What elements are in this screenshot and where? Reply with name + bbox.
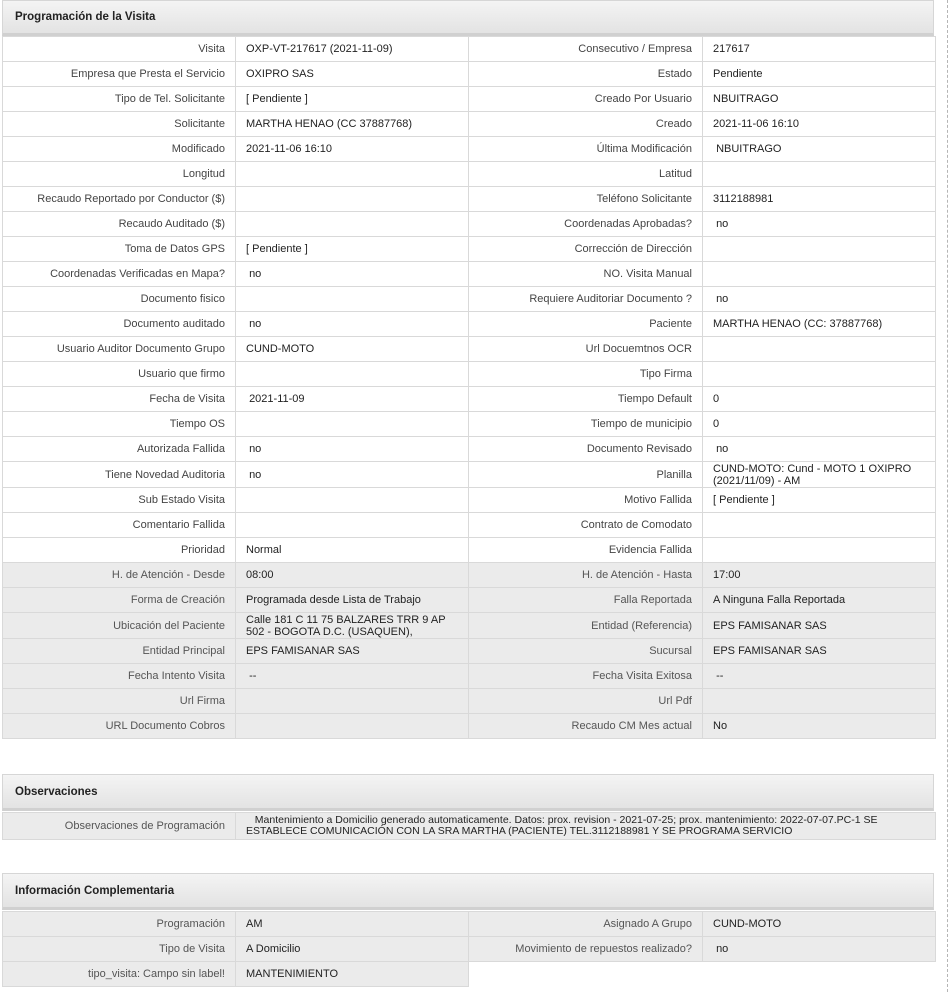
field-label: Coordenadas Verificadas en Mapa?: [3, 262, 236, 287]
field-value: [236, 412, 469, 437]
field-label: Modificado: [3, 137, 236, 162]
field-value: no: [703, 437, 936, 462]
table-row: [3, 137, 936, 162]
field-value: no: [236, 437, 469, 462]
empty-cell: [469, 962, 703, 987]
field-label: Usuario que firmo: [3, 362, 236, 387]
field-label: Toma de Datos GPS: [3, 237, 236, 262]
field-value: [703, 513, 936, 538]
field-value: CUND-MOTO: [236, 337, 469, 362]
field-label: Autorizada Fallida: [3, 437, 236, 462]
field-value: OXP-VT-217617 (2021-11-09): [236, 37, 469, 62]
table-row: [3, 412, 936, 437]
field-label: Recaudo CM Mes actual: [469, 714, 703, 739]
section-title: Programación de la Visita: [15, 11, 156, 23]
field-label: Longitud: [3, 162, 236, 187]
table-row: [3, 37, 936, 62]
field-label: Evidencia Fallida: [469, 538, 703, 563]
field-label: Prioridad: [3, 538, 236, 563]
table-row: [3, 613, 936, 639]
field-label: tipo_visita: Campo sin label!: [3, 962, 236, 987]
field-value: [236, 162, 469, 187]
field-label: URL Documento Cobros: [3, 714, 236, 739]
field-value: EPS FAMISANAR SAS: [236, 639, 469, 664]
field-label: Sub Estado Visita: [3, 488, 236, 513]
table-row: [3, 513, 936, 538]
field-value: [ Pendiente ]: [236, 237, 469, 262]
field-label: Url Firma: [3, 689, 236, 714]
table-row: [3, 912, 936, 937]
field-label: Corrección de Dirección: [469, 237, 703, 262]
field-value: [236, 513, 469, 538]
field-label: Falla Reportada: [469, 588, 703, 613]
table-row: [3, 287, 936, 312]
table-row: [3, 538, 936, 563]
field-label: Recaudo Reportado por Conductor ($): [3, 187, 236, 212]
field-value: Pendiente: [703, 62, 936, 87]
table-row: [3, 62, 936, 87]
field-label: Tiempo de municipio: [469, 412, 703, 437]
field-value: [236, 212, 469, 237]
field-label: Documento auditado: [3, 312, 236, 337]
section-header-observaciones: [2, 774, 934, 811]
table-row: [3, 87, 936, 112]
section-header-programacion: [2, 0, 934, 36]
field-label: Coordenadas Aprobadas?: [469, 212, 703, 237]
field-value: [236, 287, 469, 312]
field-value: 2021-11-09: [236, 387, 469, 412]
field-value: [703, 538, 936, 563]
field-label: Forma de Creación: [3, 588, 236, 613]
field-value: 17:00: [703, 563, 936, 588]
section-header-complementaria: [2, 873, 934, 910]
field-label: Tiempo OS: [3, 412, 236, 437]
field-value: EPS FAMISANAR SAS: [703, 639, 936, 664]
field-value: 08:00: [236, 563, 469, 588]
field-value: [ Pendiente ]: [703, 488, 936, 513]
field-value: 217617: [703, 37, 936, 62]
field-value: Mantenimiento a Domicilio generado automaticamente. Datos: prox. revision - 2021-07-25; prox. mantenimiento: 2022-07-07.PC-1 SE ESTABLECE COMUNICACIÓN CON LA SRA MARTHA (PACIENTE) TEL.3112188981 Y SE PROGRAMA SERVICIO: [236, 813, 936, 840]
field-label: Asignado A Grupo: [469, 912, 703, 937]
field-label: Tipo de Tel. Solicitante: [3, 87, 236, 112]
field-label: NO. Visita Manual: [469, 262, 703, 287]
field-value: [703, 689, 936, 714]
field-value: CUND-MOTO: [703, 912, 936, 937]
section-title: Observaciones: [15, 785, 98, 798]
field-value: Calle 181 C 11 75 BALZARES TRR 9 AP 502 - BOGOTA D.C. (USAQUEN),: [236, 613, 469, 639]
field-label: Sucursal: [469, 639, 703, 664]
field-value: [703, 162, 936, 187]
field-value: no: [703, 212, 936, 237]
field-value: MARTHA HENAO (CC: 37887768): [703, 312, 936, 337]
table-row: [3, 387, 936, 412]
field-label: Empresa que Presta el Servicio: [3, 62, 236, 87]
field-label: Consecutivo / Empresa: [469, 37, 703, 62]
field-label: Creado: [469, 112, 703, 137]
field-value: [ Pendiente ]: [236, 87, 469, 112]
table-row: [3, 962, 936, 987]
table-row: [3, 664, 936, 689]
field-value: MANTENIMIENTO: [236, 962, 469, 987]
table-row: [3, 212, 936, 237]
field-value: AM: [236, 912, 469, 937]
field-value: 2021-11-06 16:10: [703, 112, 936, 137]
field-value: [703, 337, 936, 362]
table-row: [3, 337, 936, 362]
field-value: [703, 237, 936, 262]
field-label: Creado Por Usuario: [469, 87, 703, 112]
empty-cell: [703, 962, 936, 987]
table-row: [3, 237, 936, 262]
field-label: Programación: [3, 912, 236, 937]
field-label: Tipo de Visita: [3, 937, 236, 962]
field-label: Requiere Auditoriar Documento ?: [469, 287, 703, 312]
field-value: Normal: [236, 538, 469, 563]
field-value: [236, 689, 469, 714]
field-value: A Ninguna Falla Reportada: [703, 588, 936, 613]
field-value: [236, 187, 469, 212]
field-label: Fecha Intento Visita: [3, 664, 236, 689]
field-label: Planilla: [469, 462, 703, 488]
field-value: 2021-11-06 16:10: [236, 137, 469, 162]
field-label: Fecha de Visita: [3, 387, 236, 412]
field-label: Entidad Principal: [3, 639, 236, 664]
field-value: no: [236, 312, 469, 337]
field-label: Fecha Visita Exitosa: [469, 664, 703, 689]
table-row: [3, 187, 936, 212]
field-label: Teléfono Solicitante: [469, 187, 703, 212]
field-value: 0: [703, 412, 936, 437]
field-value: 3112188981: [703, 187, 936, 212]
field-label: Documento fisico: [3, 287, 236, 312]
table-row: [3, 937, 936, 962]
table-row: [3, 588, 936, 613]
field-value: [703, 362, 936, 387]
table-row: [3, 312, 936, 337]
field-label: H. de Atención - Hasta: [469, 563, 703, 588]
complementaria-table: [2, 911, 936, 987]
table-row: [3, 437, 936, 462]
table-row: [3, 162, 936, 187]
field-label: Tiempo Default: [469, 387, 703, 412]
table-row: [3, 639, 936, 664]
field-value: Programada desde Lista de Trabajo: [236, 588, 469, 613]
field-label: Url Pdf: [469, 689, 703, 714]
field-label: Documento Revisado: [469, 437, 703, 462]
field-label: Observaciones de Programación: [3, 813, 236, 840]
field-label: Motivo Fallida: [469, 488, 703, 513]
field-label: Latitud: [469, 162, 703, 187]
field-label: Paciente: [469, 312, 703, 337]
field-label: Usuario Auditor Documento Grupo: [3, 337, 236, 362]
field-value: no: [703, 287, 936, 312]
field-label: Última Modificación: [469, 137, 703, 162]
table-row: [3, 462, 936, 488]
field-value: EPS FAMISANAR SAS: [703, 613, 936, 639]
table-row: [3, 689, 936, 714]
field-value: CUND-MOTO: Cund - MOTO 1 OXIPRO (2021/11/09) - AM: [703, 462, 936, 488]
visit-details-table: [2, 36, 936, 739]
field-value: No: [703, 714, 936, 739]
field-value: no: [703, 937, 936, 962]
field-label: Recaudo Auditado ($): [3, 212, 236, 237]
observaciones-table: [2, 812, 936, 840]
dashed-divider: [947, 0, 948, 992]
field-value: [236, 488, 469, 513]
field-label: Visita: [3, 37, 236, 62]
table-row: [3, 362, 936, 387]
field-label: Comentario Fallida: [3, 513, 236, 538]
section-title: Información Complementaria: [15, 884, 175, 897]
field-value: [236, 714, 469, 739]
field-label: Ubicación del Paciente: [3, 613, 236, 639]
field-value: A Domicilio: [236, 937, 469, 962]
field-label: Movimiento de repuestos realizado?: [469, 937, 703, 962]
field-value: NBUITRAGO: [703, 87, 936, 112]
table-row: [3, 714, 936, 739]
field-value: --: [703, 664, 936, 689]
field-value: [236, 362, 469, 387]
field-value: no: [236, 462, 469, 488]
field-value: --: [236, 664, 469, 689]
field-value: no: [236, 262, 469, 287]
field-label: Contrato de Comodato: [469, 513, 703, 538]
field-value: MARTHA HENAO (CC 37887768): [236, 112, 469, 137]
table-row: [3, 563, 936, 588]
field-label: Tipo Firma: [469, 362, 703, 387]
field-label: H. de Atención - Desde: [3, 563, 236, 588]
field-value: 0: [703, 387, 936, 412]
field-value: OXIPRO SAS: [236, 62, 469, 87]
field-label: Solicitante: [3, 112, 236, 137]
table-row: [3, 488, 936, 513]
field-label: Tiene Novedad Auditoria: [3, 462, 236, 488]
table-row: [3, 112, 936, 137]
field-label: Url Docuemtnos OCR: [469, 337, 703, 362]
field-label: Entidad (Referencia): [469, 613, 703, 639]
field-value: NBUITRAGO: [703, 137, 936, 162]
field-label: Estado: [469, 62, 703, 87]
field-value: [703, 262, 936, 287]
table-row: [3, 813, 936, 840]
table-row: [3, 262, 936, 287]
